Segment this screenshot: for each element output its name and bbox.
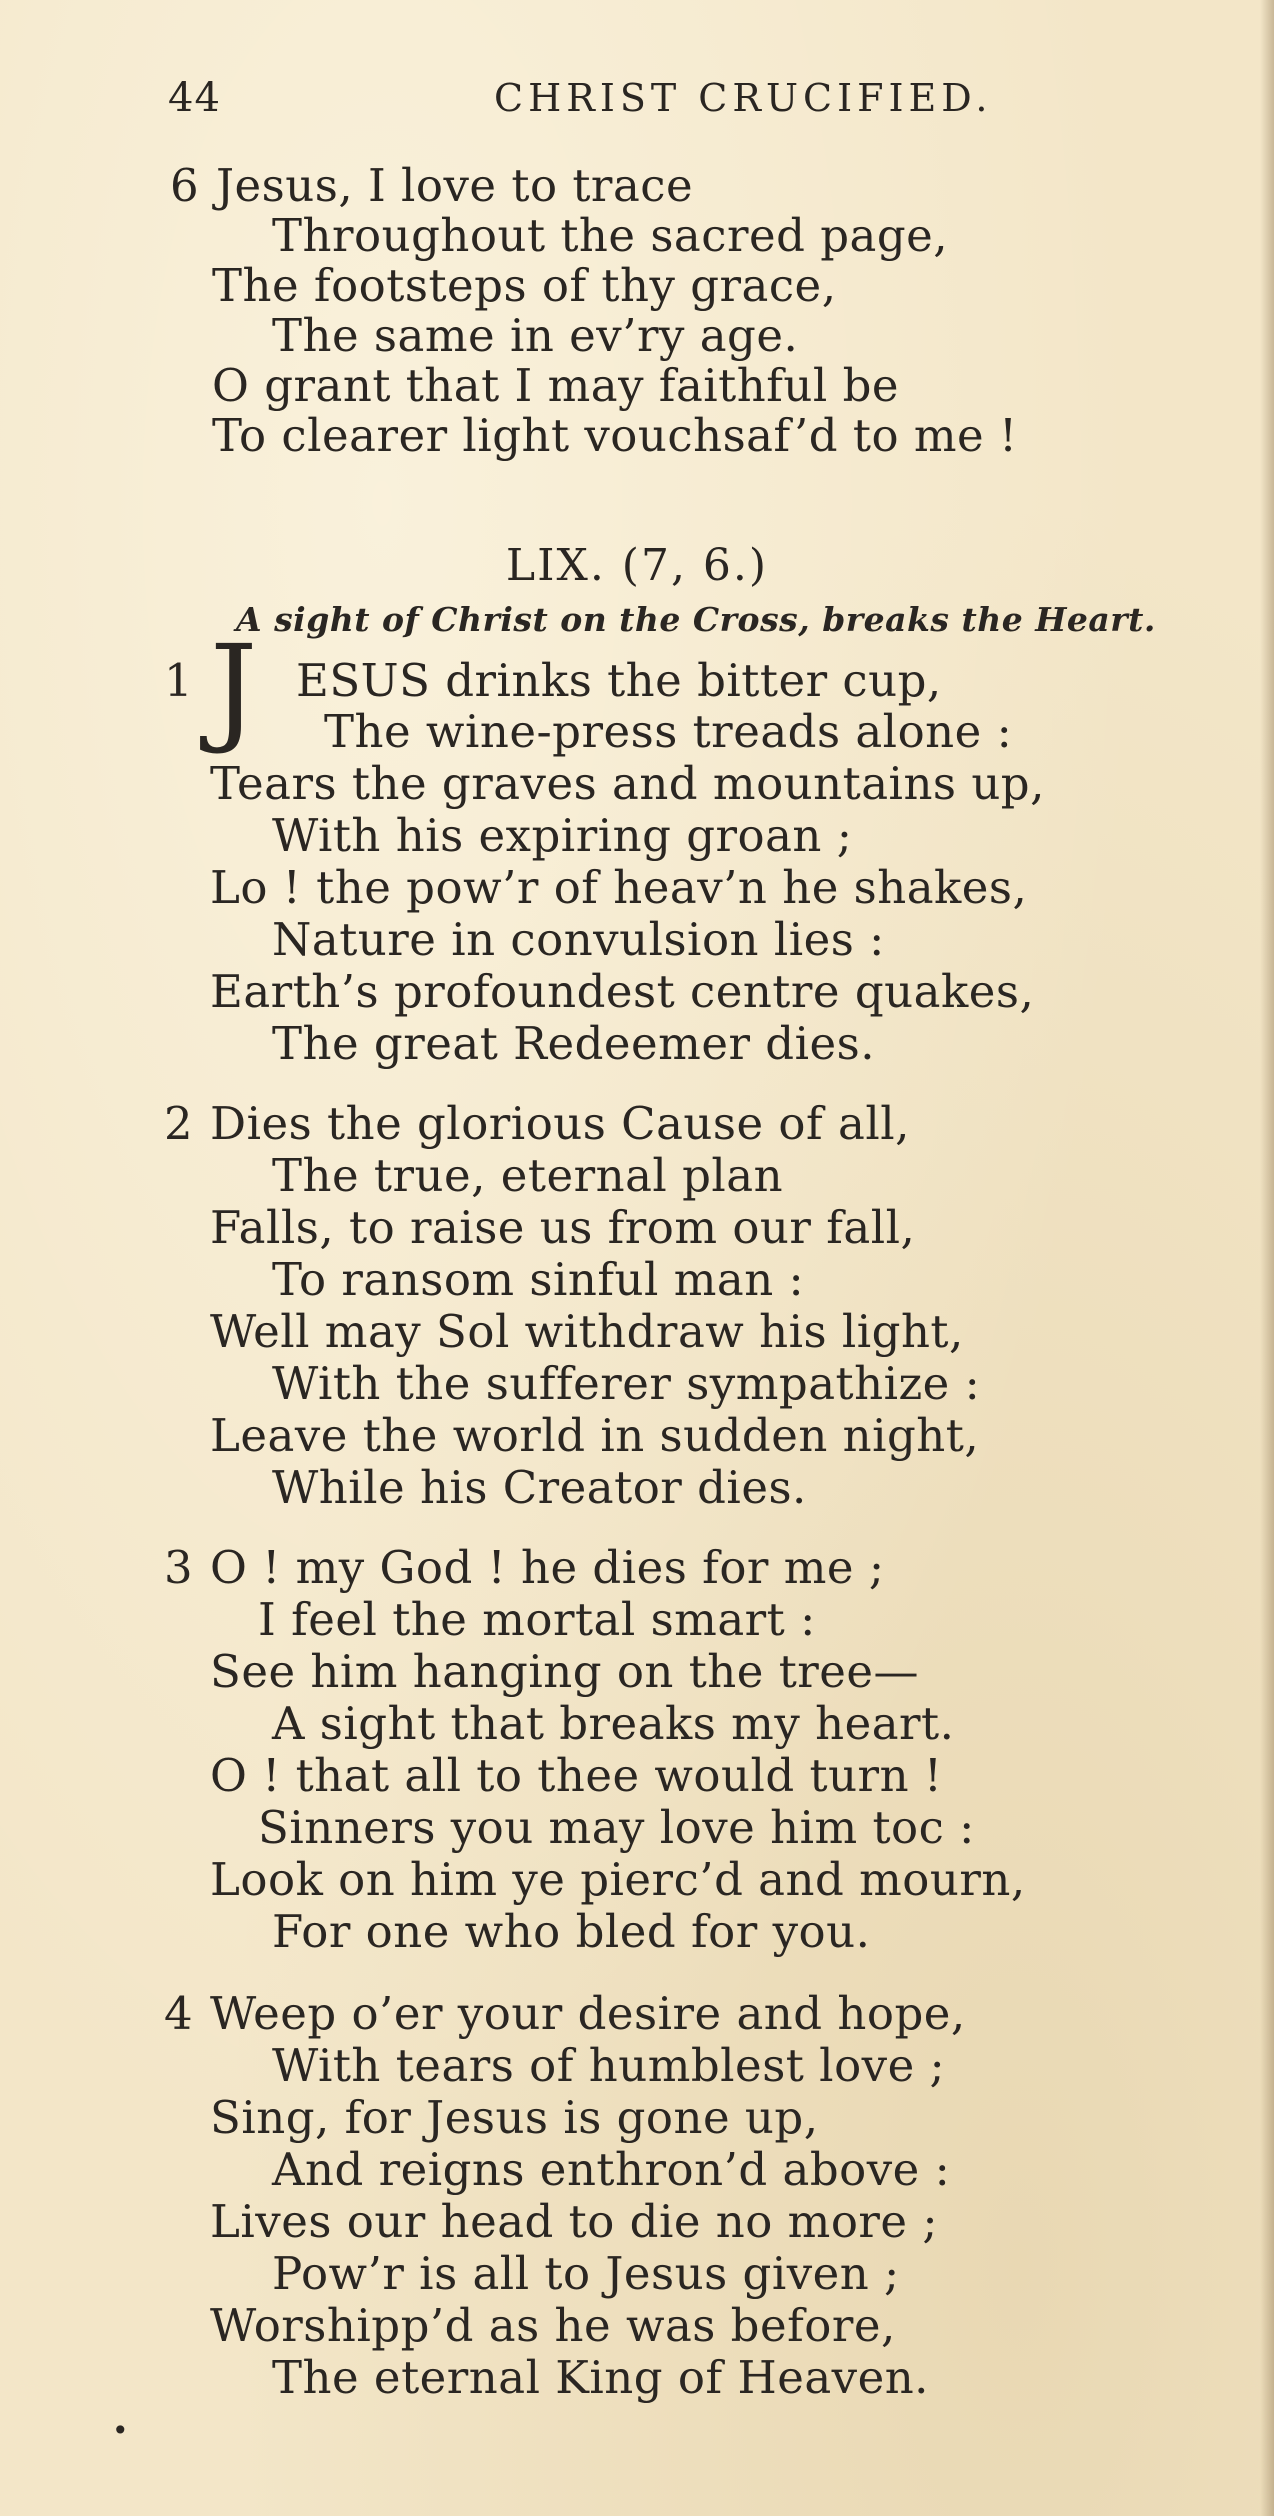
verse-line: Tears the graves and mountains up, bbox=[210, 757, 1045, 810]
stanza-number: 2 bbox=[164, 1097, 193, 1150]
verse-line: Throughout the sacred page, bbox=[272, 209, 949, 262]
verse-line: To ransom sinful man : bbox=[272, 1253, 805, 1306]
verse-line: Lives our head to die no more ; bbox=[210, 2195, 939, 2248]
verse-line: Pow’r is all to Jesus given ; bbox=[272, 2247, 900, 2300]
verse-line: O ! that all to thee would turn ! bbox=[210, 1749, 943, 1802]
verse-line: With tears of humblest love ; bbox=[272, 2039, 946, 2092]
verse-line: For one who bled for you. bbox=[272, 1905, 871, 1958]
stanza-number: 4 bbox=[164, 1987, 193, 2040]
verse-line: To clearer light vouchsaf’d to me ! bbox=[212, 409, 1018, 462]
verse-line: Weep o’er your desire and hope, bbox=[210, 1987, 966, 2040]
verse-line: ESUS drinks the bitter cup, bbox=[296, 654, 942, 707]
drop-cap: J bbox=[210, 619, 258, 757]
verse-line: The wine-press treads alone : bbox=[324, 705, 1013, 758]
verse-line: The same in ev’ry age. bbox=[272, 309, 799, 362]
verse-line: Well may Sol withdraw his light, bbox=[210, 1305, 964, 1358]
verse-line: Worshipp’d as he was before, bbox=[210, 2299, 896, 2352]
stanza-number: 3 bbox=[164, 1541, 193, 1594]
stanza-number: 1 bbox=[164, 654, 193, 707]
verse-line: Sinners you may love him toc : bbox=[258, 1801, 975, 1854]
signature-mark: • bbox=[112, 2414, 129, 2447]
verse-line: The footsteps of thy grace, bbox=[212, 259, 837, 312]
verse-line: Look on him ye pierc’d and mourn, bbox=[210, 1853, 1026, 1906]
verse-line: Dies the glorious Cause of all, bbox=[210, 1097, 910, 1150]
page-header bbox=[168, 70, 993, 130]
verse-line: Jesus, I love to trace bbox=[216, 159, 694, 212]
verse-line: Nature in convulsion lies : bbox=[272, 913, 885, 966]
verse-line: O grant that I may faithful be bbox=[212, 359, 900, 412]
verse-line: Leave the world in sudden night, bbox=[210, 1409, 980, 1462]
verse-line: Lo ! the pow’r of heav’n he shakes, bbox=[210, 861, 1028, 914]
verse-line: Falls, to raise us from our fall, bbox=[210, 1201, 916, 1254]
verse-line: While his Creator dies. bbox=[272, 1461, 807, 1514]
verse-line: The true, eternal plan bbox=[272, 1149, 784, 1202]
page-edge-shadow bbox=[1260, 0, 1274, 2516]
running-head: CHRIST CRUCIFIED. bbox=[494, 76, 993, 120]
verse-line: See him hanging on the tree— bbox=[210, 1645, 920, 1698]
verse-line: O ! my God ! he dies for me ; bbox=[210, 1541, 885, 1594]
verse-line: With the sufferer sympathize : bbox=[272, 1357, 981, 1410]
verse-line: I feel the mortal smart : bbox=[258, 1593, 816, 1646]
verse-line: With his expiring groan ; bbox=[272, 809, 853, 862]
stanza-number: 6 bbox=[170, 159, 199, 212]
verse-line: Earth’s profoundest centre quakes, bbox=[210, 965, 1035, 1018]
page-number: 44 bbox=[168, 75, 221, 121]
verse-line: The great Redeemer dies. bbox=[272, 1017, 876, 1070]
verse-line: And reigns enthron’d above : bbox=[272, 2143, 951, 2196]
hymn-number: LIX. (7, 6.) bbox=[505, 540, 769, 591]
hymn-subtitle: A sight of Christ on the Cross, breaks the Heart. bbox=[236, 600, 1156, 639]
verse-line: A sight that breaks my heart. bbox=[272, 1697, 955, 1750]
verse-line: The eternal King of Heaven. bbox=[272, 2351, 929, 2404]
verse-line: Sing, for Jesus is gone up, bbox=[210, 2091, 819, 2144]
